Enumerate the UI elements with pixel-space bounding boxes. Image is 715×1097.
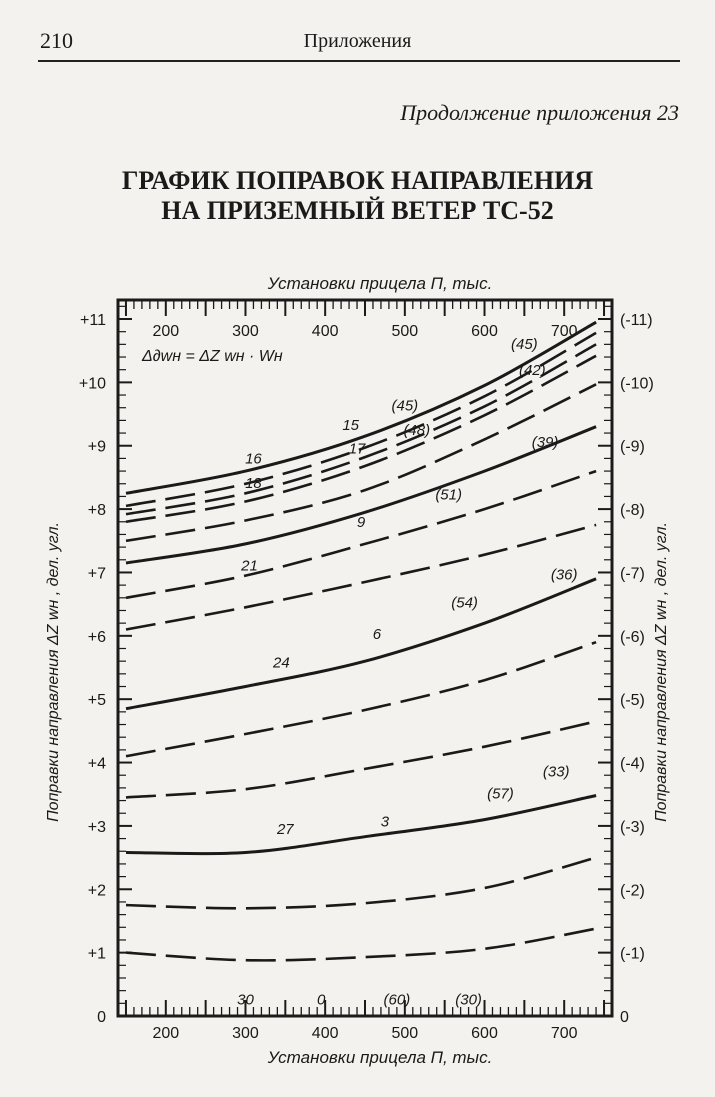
y-axis-label-right: Поправки направления ΔZ wн , дел. угл. <box>653 522 670 822</box>
y-tick-label-left: +9 <box>87 438 106 456</box>
curve-label: 24 <box>272 654 290 672</box>
curve-line-13 <box>126 858 596 909</box>
y-tick-label-right: (-3) <box>620 818 645 836</box>
curve-label: 3 <box>380 813 390 831</box>
chart-title-line-2: НА ПРИЗЕМНЫЙ ВЕТЕР ТС-52 <box>161 196 554 225</box>
curve-label: (54) <box>451 594 478 612</box>
y-tick-label-right: (-5) <box>620 692 645 710</box>
curve-label: 16 <box>245 450 262 468</box>
y-tick-label-left: 0 <box>97 1009 106 1026</box>
running-head: Приложения <box>303 30 412 52</box>
y-tick-label-left: +1 <box>87 945 106 963</box>
curve-label: 27 <box>276 821 294 839</box>
curve-label: (45) <box>391 397 419 415</box>
y-tick-label-left: +10 <box>78 375 106 393</box>
y-tick-label-right: (-1) <box>620 945 645 963</box>
y-tick-label-right: (-7) <box>620 565 645 583</box>
curve-label: (42) <box>518 361 546 379</box>
y-tick-label-left: +5 <box>87 692 106 710</box>
y-tick-label-right: (-8) <box>620 502 645 520</box>
x-tick-label-top: 700 <box>550 323 578 340</box>
curve-line-12 <box>126 796 596 854</box>
curve-line-10 <box>126 642 596 756</box>
curve-label: (57) <box>487 785 514 803</box>
curve-line-8 <box>126 525 596 630</box>
x-tick-label-top: 600 <box>471 323 498 340</box>
y-tick-label-right: (-9) <box>620 438 645 456</box>
curve-label: (33) <box>542 763 570 781</box>
bottom-curve-label: (30) <box>455 991 482 1009</box>
x-tick-label-bottom: 500 <box>391 1025 419 1042</box>
x-tick-label-bottom: 200 <box>152 1025 180 1042</box>
y-tick-label-left: +8 <box>87 502 106 520</box>
curve-label: (36) <box>550 566 578 584</box>
formula-label: Δ∂wн = ΔZ wн · Wн <box>142 348 283 365</box>
curve-label: 6 <box>372 625 382 643</box>
curve-label: 21 <box>241 557 258 575</box>
x-axis-label-top: Установки прицела П, тыс. <box>267 274 493 293</box>
y-tick-label-left: +4 <box>87 755 106 773</box>
y-tick-label-left: +11 <box>80 312 106 330</box>
y-tick-label-right: (-10) <box>620 375 654 393</box>
curve-label: (45) <box>511 335 538 353</box>
x-tick-label-bottom: 700 <box>550 1025 578 1042</box>
curve-label: 17 <box>348 440 366 458</box>
y-tick-label-right: (-2) <box>620 882 645 900</box>
y-tick-label-right: (-11) <box>620 312 653 330</box>
x-tick-label-top: 300 <box>232 323 259 340</box>
x-tick-label-top: 400 <box>311 323 339 340</box>
curve-label: (48) <box>403 421 431 439</box>
curve-label: 18 <box>245 475 262 493</box>
bottom-curve-label: 0 <box>317 991 326 1009</box>
y-axis-label-left: Поправки направления ΔZ wн , дел. угл. <box>45 522 62 822</box>
x-tick-label-bottom: 600 <box>471 1025 498 1042</box>
curve-line-14 <box>126 929 596 961</box>
curve-label: (51) <box>435 486 463 504</box>
curve-line-9 <box>126 579 596 709</box>
y-tick-label-right: (-4) <box>620 755 645 773</box>
x-tick-label-top: 200 <box>152 323 180 340</box>
y-tick-label-left: +2 <box>87 882 106 900</box>
x-tick-label-bottom: 400 <box>311 1025 339 1042</box>
y-tick-label-left: +7 <box>87 565 106 583</box>
y-tick-label-left: +3 <box>87 818 106 836</box>
chart-title-line-1: ГРАФИК ПОПРАВОК НАПРАВЛЕНИЯ <box>121 166 594 195</box>
bottom-curve-label: (60) <box>383 991 411 1009</box>
x-axis-label-bottom: Установки прицела П, тыс. <box>267 1048 493 1067</box>
curve-line-11 <box>126 721 596 797</box>
x-tick-label-bottom: 300 <box>232 1025 259 1042</box>
continuation-note: Продолжение приложения 23 <box>400 100 679 125</box>
page-number: 210 <box>40 28 73 53</box>
y-tick-label-right: 0 <box>620 1009 629 1026</box>
y-tick-label-left: +6 <box>87 628 106 646</box>
x-tick-label-top: 500 <box>391 323 419 340</box>
curve-label: (39) <box>531 434 559 452</box>
curve-label: 15 <box>342 416 360 434</box>
bottom-curve-label: 30 <box>237 991 254 1009</box>
curve-label: 9 <box>356 513 366 531</box>
y-tick-label-right: (-6) <box>620 628 645 646</box>
